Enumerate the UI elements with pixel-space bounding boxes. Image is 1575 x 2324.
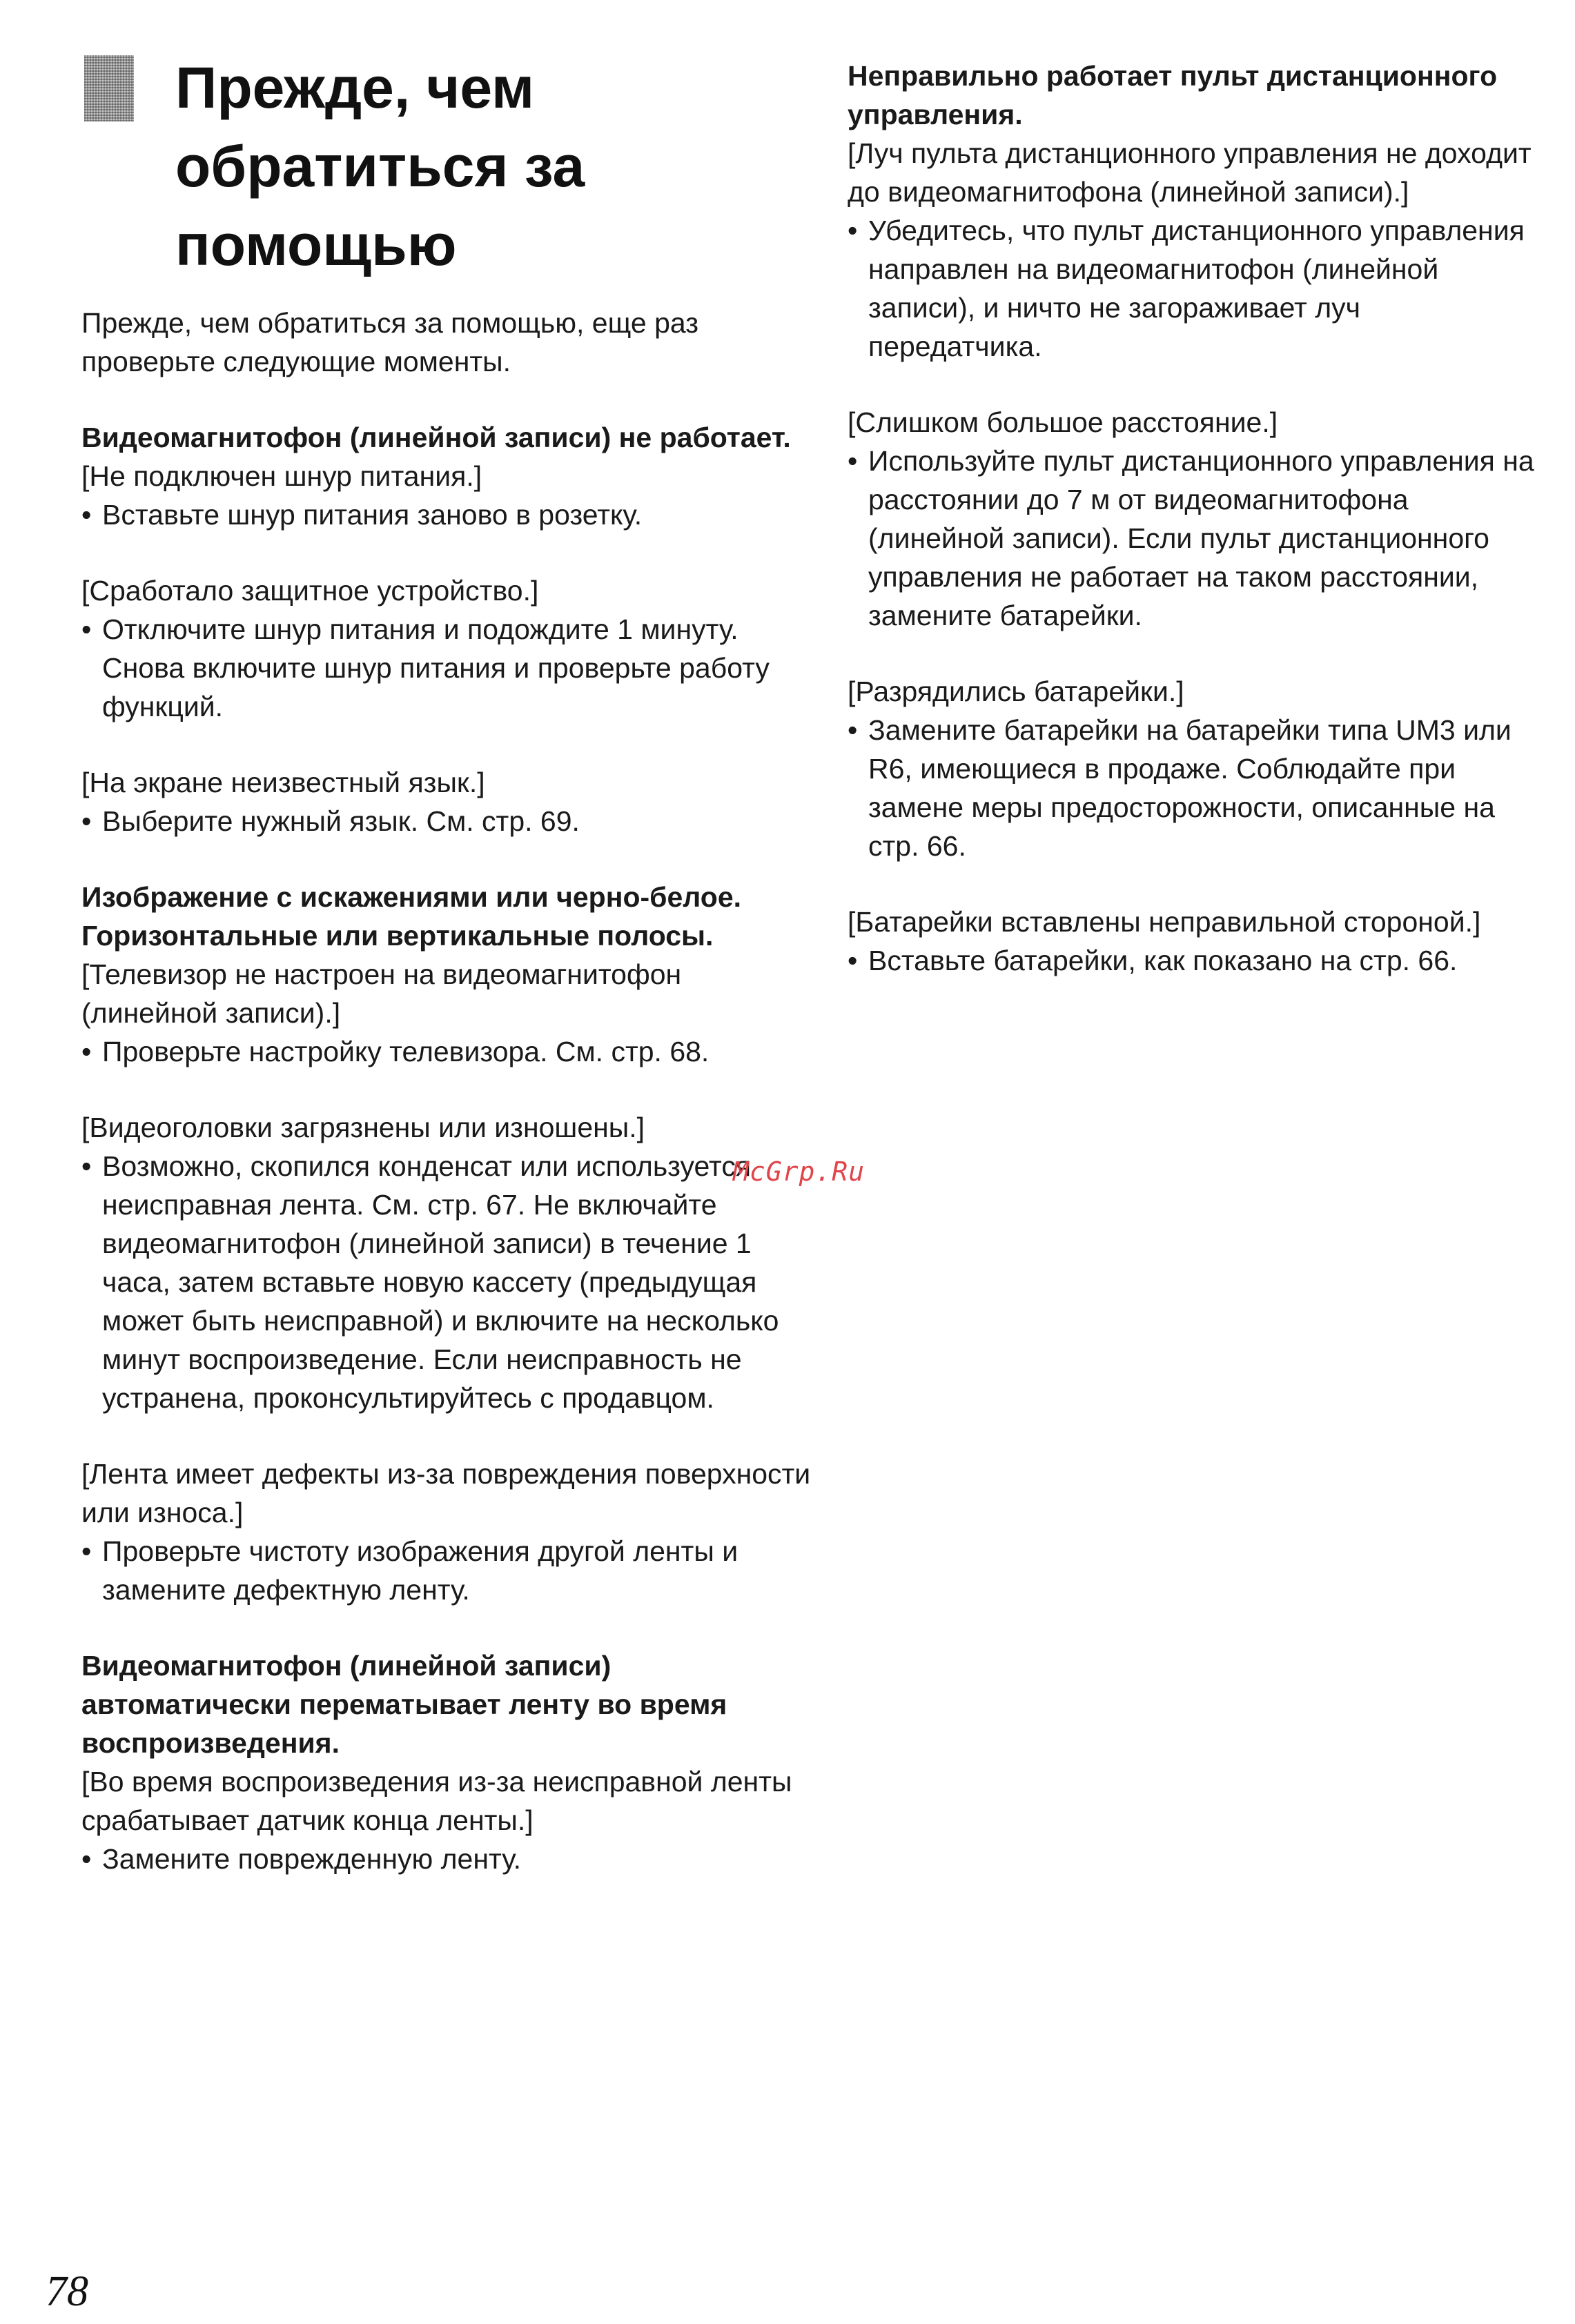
section-heading: Видеомагнитофон (линейной записи) автоматически перематывает ленту во время воспроизведения. xyxy=(81,1650,727,1759)
cause-text: [Разрядились батарейки.] xyxy=(848,676,1184,707)
section-subheading: Горизонтальные или вертикальные полосы. xyxy=(81,920,714,952)
title-block xyxy=(81,48,813,284)
remedy-item: • Убедитесь, что пульт дистанционного управления направлен на видеомагнитофон (линейной записи), и ничто не загораживает луч передатчика. xyxy=(848,211,1538,366)
cause-group xyxy=(81,955,813,1071)
remedy-item: • Вставьте шнур питания заново в розетку. xyxy=(81,495,813,534)
remedy-item: • Отключите шнур питания и подождите 1 минуту. Снова включите шнур питания и проверьте работу функций. xyxy=(81,610,813,726)
cause-text: [Видеоголовки загрязнены или изношены.] xyxy=(81,1112,645,1143)
section-vcr-not-working xyxy=(81,418,813,840)
section-heading: Видеомагнитофон (линейной записи) не работает. xyxy=(81,422,791,453)
cause-group xyxy=(81,763,813,840)
remedy-item: • Проверьте настройку телевизора. См. стр. 68. xyxy=(81,1032,813,1071)
section-auto-rewind xyxy=(81,1646,813,1878)
section-heading: Изображение с искажениями или черно-белое. xyxy=(81,881,742,913)
left-column xyxy=(81,48,813,1878)
cause-text: [Слишком большое расстояние.] xyxy=(848,406,1278,438)
right-column xyxy=(848,57,1538,980)
cause-text: [Луч пульта дистанционного управления не доходит до видеомагнитофона (линейной записи).] xyxy=(848,137,1532,208)
remedy-item: • Замените батарейки на батарейки типа UM3 или R6, имеющиеся в продаже. Соблюдайте при замене меры предосторожности, описанные на стр. 66. xyxy=(848,711,1538,865)
remedy-item: • Замените поврежденную ленту. xyxy=(81,1840,813,1878)
remedy-item: • Вставьте батарейки, как показано на стр. 66. xyxy=(848,941,1538,980)
cause-group xyxy=(848,903,1538,980)
cause-group xyxy=(81,1455,813,1609)
watermark-text: McGrp.Ru xyxy=(733,1156,865,1187)
cause-text: [Сработало защитное устройство.] xyxy=(81,575,539,607)
page-number: 78 xyxy=(46,2268,88,2315)
page-title: Прежде, чем обратиться за помощью xyxy=(175,55,585,277)
section-heading: Неправильно работает пульт дистанционного управления. xyxy=(848,60,1498,130)
remedy-item: • Выберите нужный язык. См. стр. 69. xyxy=(81,802,813,840)
cause-text: [Не подключен шнур питания.] xyxy=(81,460,482,492)
remedy-item: • Проверьте чистоту изображения другой ленты и замените дефектную ленту. xyxy=(81,1532,813,1609)
cause-group xyxy=(81,1108,813,1417)
cause-text: [Телевизор не настроен на видеомагнитофон (линейной записи).] xyxy=(81,958,682,1029)
intro-text: Прежде, чем обратиться за помощью, еще раз проверьте следующие моменты. xyxy=(81,307,699,377)
cause-group xyxy=(81,457,813,534)
cause-text: [Батарейки вставлены неправильной стороной.] xyxy=(848,906,1481,938)
cause-group xyxy=(81,1762,813,1878)
cause-group xyxy=(848,672,1538,865)
cause-group xyxy=(848,403,1538,635)
remedy-item: • Возможно, скопился конденсат или используется неисправная лента. См. стр. 67. Не включайте видеомагнитофон (линейной записи) в течение 1 часа, затем вставьте новую кассету (предыдущая может быть неисправной) и включите на несколько минут воспроизведение. Если неисправность не устранена, проконсультируйтесь с продавцом. xyxy=(81,1147,813,1417)
cause-group xyxy=(848,134,1538,366)
cause-text: [На экране неизвестный язык.] xyxy=(81,767,485,798)
section-remote-control xyxy=(848,57,1538,980)
title-marker xyxy=(84,55,134,121)
remedy-item: • Используйте пульт дистанционного управления на расстоянии до 7 м от видеомагнитофона (линейной записи). Если пульт дистанционного управления не работает на таком расстоянии, замените батарейки. xyxy=(848,442,1538,635)
cause-text: [Лента имеет дефекты из-за повреждения поверхности или износа.] xyxy=(81,1458,811,1528)
section-picture-distortion xyxy=(81,878,813,1609)
cause-text: [Во время воспроизведения из-за неисправной ленты срабатывает датчик конца ленты.] xyxy=(81,1766,792,1836)
cause-group xyxy=(81,571,813,726)
